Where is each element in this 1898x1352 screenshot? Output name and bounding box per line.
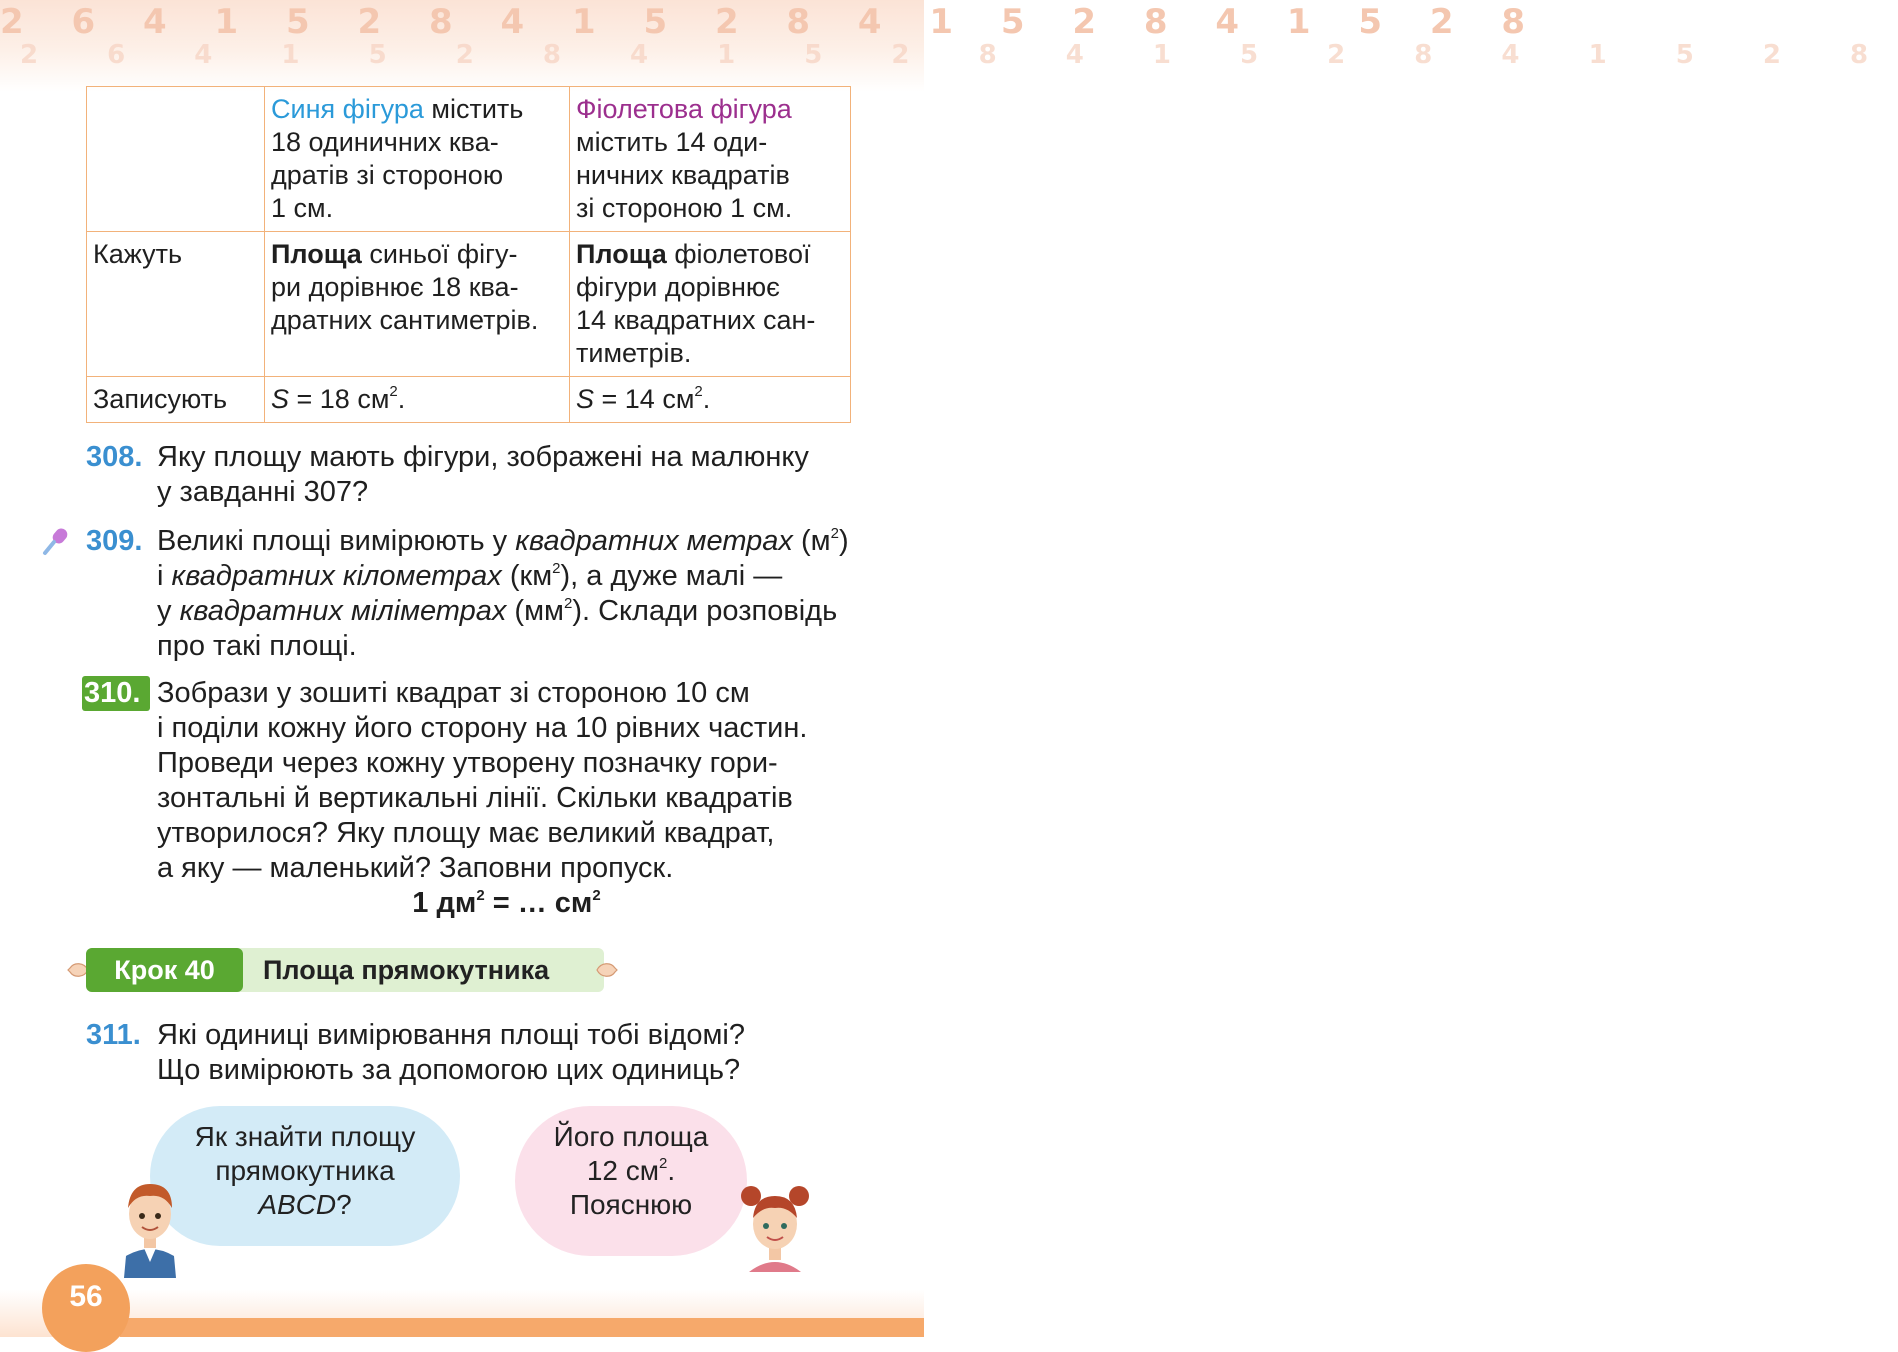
step-label: Крок 40	[86, 948, 243, 992]
boy-illustration	[118, 1172, 182, 1278]
step-title: Площа прямокутника	[263, 955, 550, 985]
page-number: 56	[42, 1264, 130, 1352]
row-label: Кажуть	[87, 232, 265, 377]
step-header	[86, 948, 604, 992]
table-cell: Фіолетова фігура містить 14 оди- ничних квадратів зі стороною 1 см.	[570, 87, 851, 232]
top-decor-band	[0, 0, 1898, 92]
speech-bubble-boy: Як знайти площу прямокутника ABCD?	[150, 1106, 460, 1246]
task-310	[86, 676, 856, 921]
task-number: 311.	[86, 1019, 141, 1051]
blue-figure-label: Синя фігура	[271, 94, 424, 124]
table-cell-empty	[87, 87, 265, 232]
purple-figure-label: Фіолетова фігура	[576, 94, 792, 124]
row-label: Записують	[87, 377, 265, 423]
task-309	[86, 524, 856, 664]
task-text: Великі площі вимірюють у квадратних метрах $(м^2)$ і квадратних кілометрах $(км^2)$, а дуже малі — у квадратних міліметрах $(мм^2)$. Склади розповідь про такі площі.	[157, 525, 849, 662]
task-text: Які одиниці вимірювання площі тобі відомі? Що вимірюють за допомогою цих одиниць?	[157, 1019, 745, 1086]
task-number: 308.	[86, 441, 143, 473]
table-cell: Синя фігура містить 18 одиничних ква- дратів зі стороною 1 см.	[265, 87, 570, 232]
table-row	[87, 377, 851, 423]
formula: 1 $дм^2$ = … $см^2$	[412, 887, 601, 919]
table-cell: Площа фіолетової фігури дорівнює 14 квадратних сан- тиметрів.	[570, 232, 851, 377]
table-cell: Площа синьої фігу- ри дорівнює 18 ква- дратних сантиметрів.	[265, 232, 570, 377]
task-text: Зобрази у зошиті квадрат зі стороною 10 см і поділи кожну його сторону на 10 рівних частин. Проведи через кожну утворену позначку гори- зонтальні й вертикальні лінії. Скільки квадратів утворилося? Яку площу має великий квадрат, а яку — маленький? Заповни пропуск. 1 $дм^2$ = … $см^2$	[157, 676, 856, 921]
task-number: 309.	[86, 525, 143, 557]
task-308	[86, 440, 856, 510]
microphone-icon	[40, 524, 74, 558]
task-number-highlighted: 310.	[82, 676, 150, 711]
area-comparison-table	[86, 86, 851, 423]
bottom-stripe	[120, 1318, 924, 1337]
decor-digits: 2 6 4 1 5 2 8 4 1 5 2 8 4 1 5 2 8 4 1 5 2 8	[0, 2, 1544, 42]
speech-bubble-girl: Його площа 12 $см^2$. Пояснюю	[515, 1106, 747, 1256]
task-text: Яку площу мають фігури, зображені на малюнку у завданні 307?	[157, 441, 809, 508]
table-row	[87, 87, 851, 232]
pointing-hand-icon	[595, 957, 619, 983]
table-cell: S = 14 $см^2$.	[570, 377, 851, 423]
task-311	[86, 1018, 856, 1088]
decor-digits-faint: 2 6 4 1 5 2 8 4 1 5 2 8 4 1 5 2 8 4 1 5 2 8	[20, 40, 1898, 70]
table-cell: S = 18 $см^2$.	[265, 377, 570, 423]
girl-illustration	[735, 1180, 815, 1272]
table-row	[87, 232, 851, 377]
